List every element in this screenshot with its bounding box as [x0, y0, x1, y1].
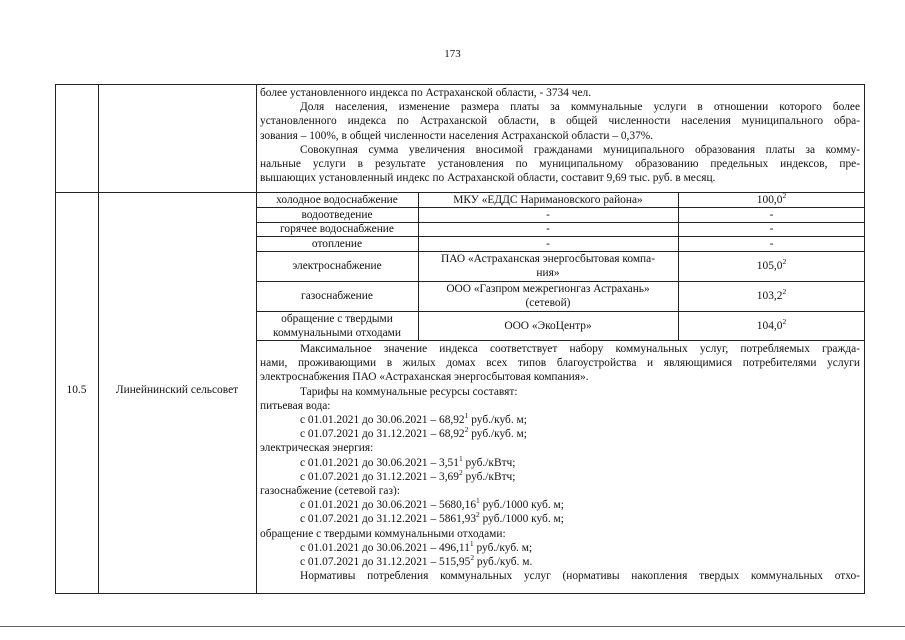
service-provider: -	[546, 223, 550, 235]
service-provider: -	[546, 209, 550, 221]
text-line: вышающих установленный индекс по Астраханской области, составит 9,69 тыс. руб. в месяц.	[260, 172, 716, 185]
service-provider: ООО «Газпром межрегионгаз Астрахань» (сетевой)	[446, 283, 650, 310]
top-text-block	[260, 86, 860, 185]
service-index: 103,2$^2$	[756, 287, 787, 302]
row-number: 10.5	[66, 384, 87, 396]
service-index: 104,0$^2$	[756, 317, 787, 332]
text-line: нами, проживающими в жилых домах всех типов благоустройства и являющимися потребителями услуги	[260, 357, 860, 370]
service-name: горячее водоснабжение	[280, 223, 394, 235]
service-index: -	[769, 223, 774, 235]
tariff-item: с 01.07.2021 до 31.12.2021 – 68,92$^2$ руб./куб. м;	[300, 425, 527, 441]
tariff-item: с 01.07.2021 до 31.12.2021 – 3,69$^2$ руб./кВтч;	[300, 468, 516, 483]
service-provider: МКУ «ЕДДС Наримановского района»	[453, 194, 643, 206]
page-number: 173	[444, 48, 461, 60]
text-line: Тарифы на коммунальные ресурсы составят:	[300, 385, 518, 398]
row-name: Линейнинский сельсовет	[115, 384, 239, 396]
service-name: водоотведение	[301, 209, 373, 221]
service-index: -	[769, 209, 774, 221]
text-line: нальные услуги в результате установления по муниципальному образованию предельных индексов, пре-	[260, 158, 860, 171]
service-name: холодное водоснабжение	[276, 194, 398, 206]
text-line: установленного индекса по Астраханской области, в общей численности населения муниципального обра-	[260, 115, 860, 128]
tariff-group-title: обращение с твердыми коммунальными отходами:	[260, 527, 506, 540]
service-index: 100,0$^2$	[756, 191, 787, 206]
service-index: -	[769, 238, 774, 250]
tariff-item: с 01.07.2021 до 31.12.2021 – 5861,93$^2$ руб./1000 куб. м;	[300, 510, 564, 526]
text-line: зования – 100%, в общей численности населения Астраханской области – 0,37%.	[260, 129, 654, 142]
tariff-item: с 01.01.2021 до 30.06.2021 – 68,92$^1$ руб./куб. м;	[300, 411, 527, 427]
tariff-item: с 01.07.2021 до 31.12.2021 – 515,95$^2$ руб./куб. м.	[300, 553, 533, 569]
service-name: отопление	[311, 238, 363, 250]
tariff-item: с 01.01.2021 до 30.06.2021 – 3,51$^1$ руб./кВтч;	[300, 453, 516, 469]
service-name: электроснабжение	[292, 260, 382, 272]
text-line: Совокупная сумма увеличения вносимой гражданами муниципального образования платы за комму-	[300, 143, 860, 156]
text-line: Нормативы потребления коммунальных услуг (нормативы накопления твердых коммунальных отхо-	[300, 570, 860, 583]
text-line: более установленного индекса по Астраханской области, - 3734 чел.	[260, 87, 592, 99]
service-name: газоснабжение	[301, 290, 373, 302]
tariff-group-title: газоснабжение (сетевой газ):	[260, 485, 400, 498]
page-bottom-rule	[0, 626, 905, 627]
tariff-group-title: электрическая энергия:	[260, 442, 374, 455]
tariff-group-title: питьевая вода:	[260, 399, 331, 412]
tariff-item: с 01.01.2021 до 30.06.2021 – 5680,16$^1$ руб./1000 куб. м;	[300, 496, 564, 512]
text-line: Максимальное значение индекса соответствует набору коммунальных услуг, потребляемых гражда-	[300, 343, 860, 355]
service-provider: ПАО «Астраханская энергосбытовая компа- ния»	[440, 253, 655, 280]
service-index: 105,0$^2$	[756, 257, 787, 272]
service-provider: -	[546, 238, 550, 250]
service-name: обращение с твердыми коммунальными отходами	[273, 313, 401, 340]
text-line: Доля населения, изменение размера платы за коммунальные услуги в отношении которого более	[300, 101, 860, 114]
service-provider: ООО «ЭкоЦентр»	[504, 320, 592, 332]
bottom-text-block	[260, 342, 860, 583]
tariff-item: с 01.01.2021 до 30.06.2021 – 496,11$^1$ руб./куб. м;	[300, 539, 533, 554]
col-divider	[98, 84, 99, 594]
text-line: электроснабжения ПАО «Астраханская энергосбытовая компания».	[260, 371, 589, 384]
